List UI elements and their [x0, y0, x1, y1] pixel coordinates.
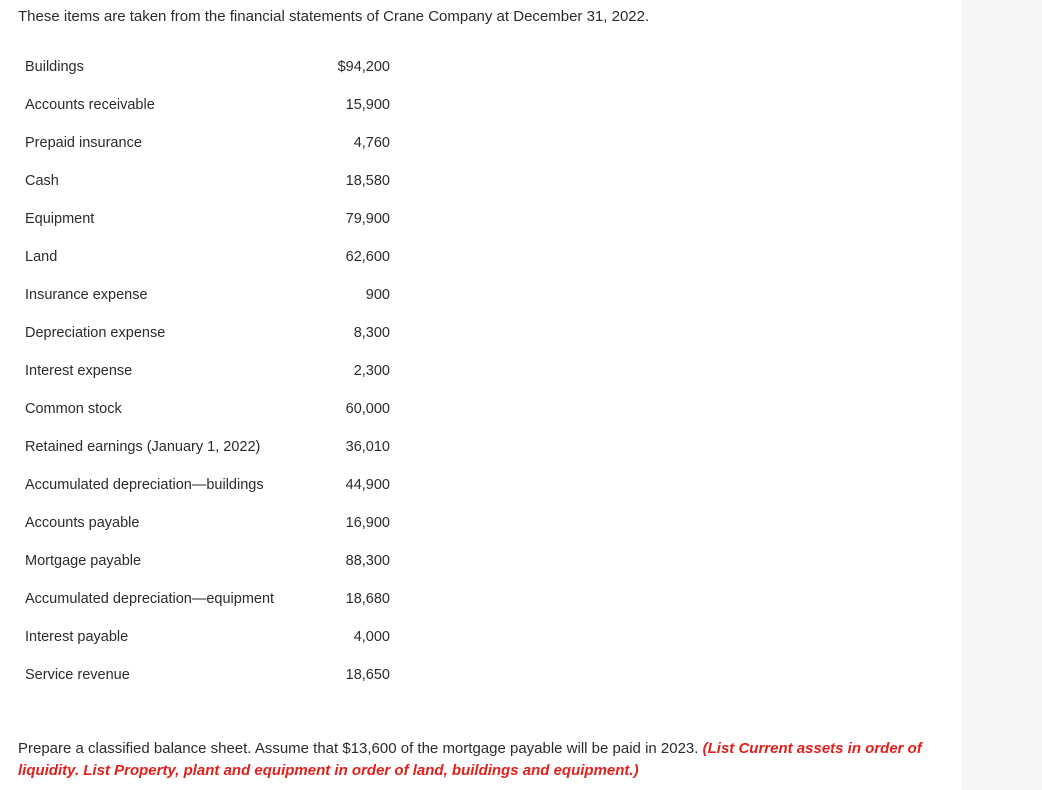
item-value: 16,900	[345, 515, 390, 531]
table-row	[25, 208, 395, 246]
item-label: Interest payable	[25, 629, 129, 645]
item-value: 79,900	[345, 211, 390, 227]
table-row	[25, 56, 395, 94]
table-row	[25, 436, 395, 474]
item-value: 15,900	[345, 97, 390, 113]
table-row	[25, 132, 395, 170]
instructions	[18, 738, 948, 782]
item-label: Cash	[25, 173, 59, 189]
item-label: Accounts payable	[25, 515, 140, 531]
item-label: Accumulated depreciation—buildings	[25, 477, 264, 493]
item-value: 2,300	[353, 363, 390, 379]
item-value: 18,650	[345, 667, 390, 683]
table-row	[25, 550, 395, 588]
item-value: 18,680	[345, 591, 390, 607]
table-row	[25, 94, 395, 132]
item-label: Insurance expense	[25, 287, 148, 303]
table-row	[25, 474, 395, 512]
item-label: Accumulated depreciation—equipment	[25, 591, 275, 607]
item-label: Service revenue	[25, 667, 130, 683]
items-table	[25, 56, 395, 702]
item-label: Accounts receivable	[25, 97, 155, 113]
item-value: 44,900	[345, 477, 390, 493]
instructions-text: Prepare a classified balance sheet. Assume that $13,600 of the mortgage payable will be paid in 2023.	[18, 740, 699, 757]
item-value: 4,000	[353, 629, 390, 645]
item-value: 62,600	[345, 249, 390, 265]
item-value: 900	[365, 287, 390, 303]
table-row	[25, 626, 395, 664]
instructions-emphasis: (List Current assets in order of liquidity. List Property, plant and equipment in order of land, buildings and equipment.)	[18, 740, 922, 779]
item-label: Prepaid insurance	[25, 135, 142, 151]
item-value: 88,300	[345, 553, 390, 569]
table-row	[25, 170, 395, 208]
item-label: Depreciation expense	[25, 325, 166, 341]
intro-text: These items are taken from the financial statements of Crane Company at December 31, 2022.	[18, 8, 650, 25]
table-row	[25, 664, 395, 702]
table-row	[25, 246, 395, 284]
item-value: 8,300	[353, 325, 390, 341]
table-row	[25, 398, 395, 436]
table-row	[25, 322, 395, 360]
table-row	[25, 588, 395, 626]
item-label: Buildings	[25, 59, 84, 75]
item-value: 18,580	[345, 173, 390, 189]
item-label: Retained earnings (January 1, 2022)	[25, 439, 261, 455]
item-label: Land	[25, 249, 58, 265]
item-value: $94,200	[337, 59, 390, 75]
item-label: Interest expense	[25, 363, 133, 379]
item-value: 60,000	[345, 401, 390, 417]
item-label: Equipment	[25, 211, 95, 227]
table-row	[25, 284, 395, 322]
right-gutter	[962, 0, 1042, 790]
item-label: Common stock	[25, 401, 122, 417]
table-row	[25, 360, 395, 398]
table-row	[25, 512, 395, 550]
item-value: 4,760	[353, 135, 390, 151]
item-label: Mortgage payable	[25, 553, 142, 569]
item-value: 36,010	[345, 439, 390, 455]
